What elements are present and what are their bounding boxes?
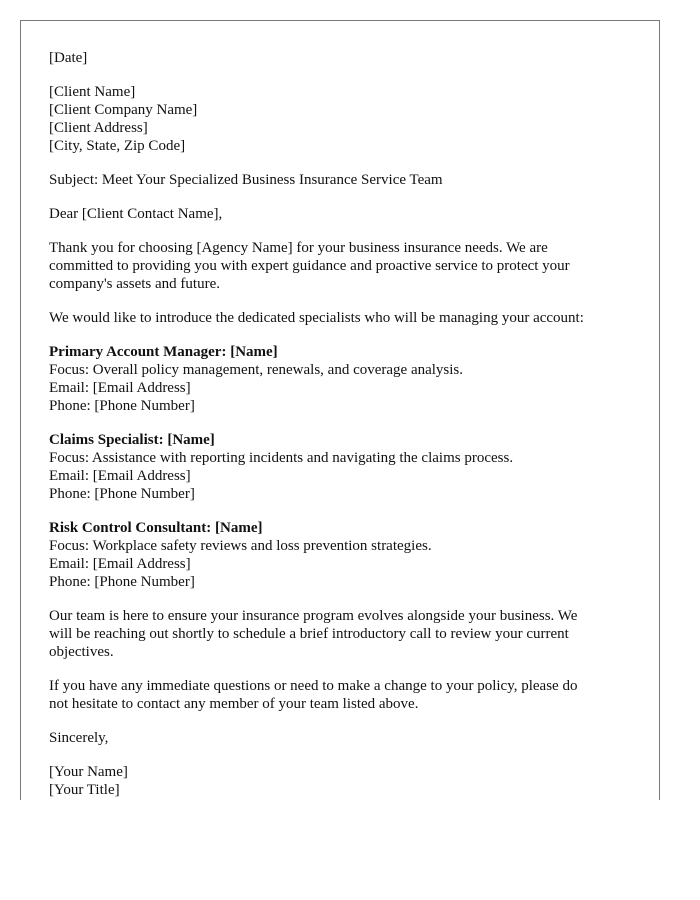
signature-block	[49, 763, 629, 799]
team-intro-paragraph	[49, 309, 629, 327]
specialist-title: Risk Control Consultant: [Name]	[49, 520, 263, 536]
closing-paragraph	[49, 607, 629, 661]
closing-line: will be reaching out shortly to schedule a brief introductory call to review your current	[49, 626, 569, 642]
intro-line: committed to providing you with expert guidance and proactive service to protect your	[49, 258, 570, 274]
intro-line: Thank you for choosing [Agency Name] for your business insurance needs. We are	[49, 240, 548, 256]
salutation-block	[49, 205, 629, 223]
contact-line: If you have any immediate questions or need to make a change to your policy, please do	[49, 678, 578, 694]
intro-line: company's assets and future.	[49, 276, 220, 292]
closing-line: Our team is here to ensure your insurance program evolves alongside your business. We	[49, 608, 578, 624]
signoff: Sincerely,	[49, 730, 109, 746]
specialist-phone: Phone: [Phone Number]	[49, 486, 195, 502]
specialist-title: Claims Specialist: [Name]	[49, 432, 215, 448]
specialist-block	[49, 431, 629, 503]
specialist-title: Primary Account Manager: [Name]	[49, 344, 278, 360]
letter-page	[20, 20, 660, 800]
specialist-phone: Phone: [Phone Number]	[49, 574, 195, 590]
specialist-email: Email: [Email Address]	[49, 468, 191, 484]
specialist-block	[49, 343, 629, 415]
contact-paragraph	[49, 677, 629, 713]
subject-block	[49, 171, 629, 189]
specialist-phone: Phone: [Phone Number]	[49, 398, 195, 414]
specialist-block	[49, 519, 629, 591]
recipient-company: [Client Company Name]	[49, 102, 198, 118]
subject-line: Subject: Meet Your Specialized Business Insurance Service Team	[49, 172, 443, 188]
letter-date: [Date]	[49, 50, 88, 66]
specialist-focus: Focus: Overall policy management, renewals, and coverage analysis.	[49, 362, 464, 378]
recipient-name: [Client Name]	[49, 84, 136, 100]
specialist-focus: Focus: Workplace safety reviews and loss prevention strategies.	[49, 538, 432, 554]
signature-name: [Your Name]	[49, 764, 128, 780]
signature-title: [Your Title]	[49, 782, 120, 798]
recipient-city: [City, State, Zip Code]	[49, 138, 186, 154]
closing-line: objectives.	[49, 644, 114, 660]
salutation: Dear [Client Contact Name],	[49, 206, 223, 222]
specialist-focus: Focus: Assistance with reporting incidents and navigating the claims process.	[49, 450, 514, 466]
date-block	[49, 49, 629, 67]
team-intro-line: We would like to introduce the dedicated specialists who will be managing your account:	[49, 310, 584, 326]
specialist-email: Email: [Email Address]	[49, 556, 191, 572]
contact-line: not hesitate to contact any member of your team listed above.	[49, 696, 419, 712]
recipient-address: [Client Address]	[49, 120, 148, 136]
recipient-address-block	[49, 83, 629, 155]
letter-body	[49, 49, 629, 799]
specialist-email: Email: [Email Address]	[49, 380, 191, 396]
signoff-block	[49, 729, 629, 747]
intro-paragraph	[49, 239, 629, 293]
